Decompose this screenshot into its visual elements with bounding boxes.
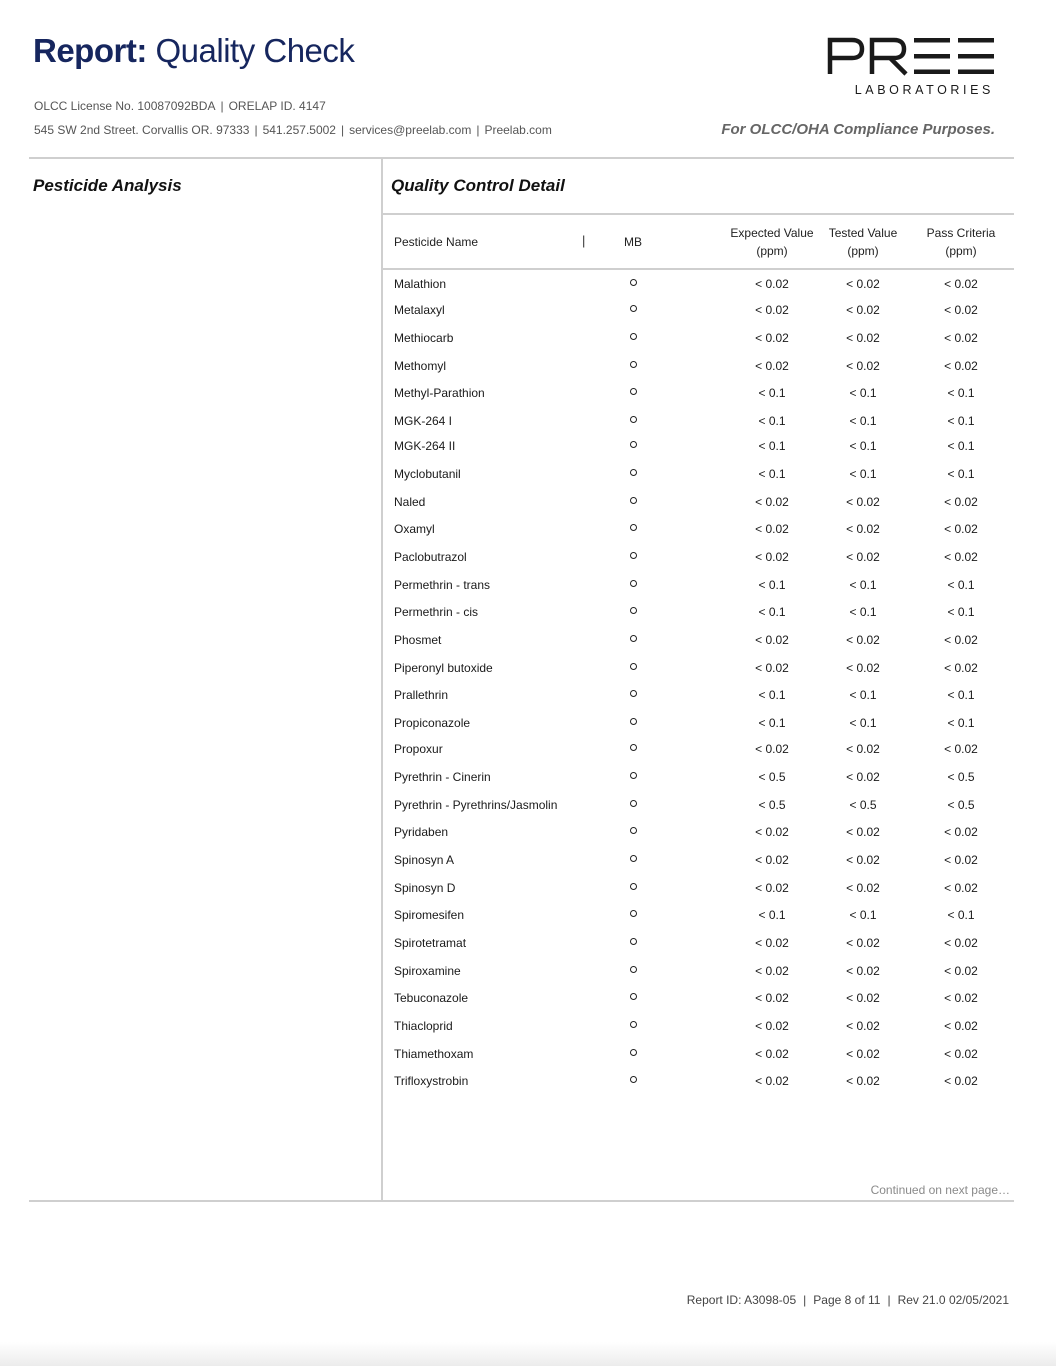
column-divider: [381, 159, 383, 1201]
pesticide-name: Methyl-Parathion: [394, 386, 485, 400]
expected-value: < 0.02: [755, 661, 789, 675]
table-row: [394, 603, 1004, 623]
pass-criteria: < 0.02: [944, 331, 978, 345]
tested-value: < 0.02: [846, 1074, 880, 1088]
table-row: [394, 659, 1004, 679]
tested-value: < 0.1: [849, 908, 877, 922]
table-row: [394, 465, 1004, 485]
pass-criteria: < 0.02: [944, 1047, 978, 1061]
continued-note: Continued on next page…: [870, 1183, 1010, 1197]
license-number: OLCC License No. 10087092BDA: [34, 99, 216, 113]
pass-criteria: < 0.1: [947, 605, 975, 619]
table-row: [394, 275, 1004, 295]
pesticide-name: Piperonyl butoxide: [394, 661, 493, 675]
mb-circle-icon: [630, 497, 637, 504]
pesticide-name: Spinosyn A: [394, 853, 455, 867]
pesticide-name: Oxamyl: [394, 522, 435, 536]
mb-circle-icon: [630, 580, 637, 587]
tested-value: < 0.02: [846, 853, 880, 867]
pesticide-name: MGK-264 II: [394, 439, 456, 453]
column-header-divider: |: [582, 233, 586, 248]
pass-criteria: < 0.02: [944, 825, 978, 839]
table-row: [394, 384, 1004, 404]
pesticide-name: Propoxur: [394, 742, 443, 756]
table-row: [394, 1017, 1004, 1037]
mb-circle-icon: [630, 1076, 637, 1083]
pesticide-name: Permethrin - trans: [394, 578, 491, 592]
pass-criteria: < 0.1: [947, 414, 975, 428]
pass-criteria: < 0.5: [947, 770, 975, 784]
mb-circle-icon: [630, 827, 637, 834]
pass-criteria: < 0.1: [947, 439, 975, 453]
expected-value: < 0.02: [755, 742, 789, 756]
pass-criteria: < 0.02: [944, 633, 978, 647]
page-number: Page 8 of 11: [813, 1293, 881, 1307]
table-row: [394, 851, 1004, 871]
mb-circle-icon: [630, 469, 637, 476]
table-top-rule: [383, 213, 1014, 215]
pass-criteria: < 0.02: [944, 661, 978, 675]
tested-value: < 0.02: [846, 991, 880, 1005]
separator: |: [803, 1293, 807, 1307]
expected-value: < 0.02: [755, 881, 789, 895]
mb-circle-icon: [630, 441, 637, 448]
pesticide-name: Paclobutrazol: [394, 550, 467, 564]
table-row: [394, 934, 1004, 954]
mb-circle-icon: [630, 772, 637, 779]
expected-value: < 0.02: [755, 991, 789, 1005]
table-row: [394, 823, 1004, 843]
pesticide-name: Propiconazole: [394, 716, 471, 730]
pesticide-name: Pyridaben: [394, 825, 449, 839]
report-id: Report ID: A3098-05: [686, 1293, 797, 1307]
pesticide-name: Myclobutanil: [394, 467, 461, 481]
table-row: [394, 631, 1004, 651]
separator: |: [887, 1293, 891, 1307]
table-row: [394, 879, 1004, 899]
tested-value: < 0.1: [849, 578, 877, 592]
mb-circle-icon: [630, 938, 637, 945]
expected-value: < 0.1: [758, 578, 786, 592]
expected-value: < 0.02: [755, 550, 789, 564]
pesticide-name: Pyrethrin - Pyrethrins/Jasmolin: [394, 798, 558, 812]
tested-value: < 0.1: [849, 414, 877, 428]
pass-criteria: < 0.02: [944, 359, 978, 373]
website-link[interactable]: Preelab.com: [484, 123, 552, 137]
pesticide-name: Permethrin - cis: [394, 605, 479, 619]
pass-criteria: < 0.02: [944, 991, 978, 1005]
table-row: [394, 796, 1004, 816]
mb-circle-icon: [630, 388, 637, 395]
table-row: [394, 768, 1004, 788]
pass-criteria: < 0.1: [947, 716, 975, 730]
mb-circle-icon: [630, 663, 637, 670]
page-footer: [687, 1293, 1009, 1307]
pesticide-name: Prallethrin: [394, 688, 449, 702]
table-row: [394, 412, 1004, 432]
column-header-tested-line2: (ppm): [847, 244, 879, 258]
pass-criteria: < 0.02: [944, 1074, 978, 1088]
pass-criteria: < 0.02: [944, 853, 978, 867]
expected-value: < 0.1: [758, 688, 786, 702]
expected-value: < 0.02: [755, 495, 789, 509]
expected-value: < 0.02: [755, 936, 789, 950]
expected-value: < 0.02: [755, 853, 789, 867]
tested-value: < 0.1: [849, 386, 877, 400]
mb-circle-icon: [630, 910, 637, 917]
expected-value: < 0.1: [758, 414, 786, 428]
column-header-mb: MB: [624, 235, 642, 249]
expected-value: < 0.02: [755, 522, 789, 536]
bottom-divider: [29, 1200, 1014, 1202]
pass-criteria: < 0.02: [944, 936, 978, 950]
tested-value: < 0.02: [846, 522, 880, 536]
tested-value: < 0.02: [846, 550, 880, 564]
pesticide-name: Spinosyn D: [394, 881, 456, 895]
tested-value: < 0.02: [846, 964, 880, 978]
revision: Rev 21.0 02/05/2021: [897, 1293, 1009, 1307]
mb-circle-icon: [630, 883, 637, 890]
tested-value: < 0.02: [846, 936, 880, 950]
tested-value: < 0.02: [846, 277, 880, 291]
expected-value: < 0.5: [758, 770, 786, 784]
report-title-rest: Quality Check: [155, 32, 355, 69]
phone: 541.257.5002: [262, 123, 336, 137]
table-row: [394, 1072, 1004, 1092]
column-header-criteria-line1: Pass Criteria: [926, 226, 996, 240]
table-row: [394, 714, 1004, 734]
tested-value: < 0.1: [849, 688, 877, 702]
table-row: [394, 493, 1004, 513]
mb-circle-icon: [630, 416, 637, 423]
table-row: [394, 301, 1004, 321]
mb-circle-icon: [630, 993, 637, 1000]
expected-value: < 0.02: [755, 303, 789, 317]
pesticide-name: Methomyl: [394, 359, 447, 373]
pass-criteria: < 0.1: [947, 908, 975, 922]
pesticide-name: Malathion: [394, 277, 447, 291]
pree-laboratories-logo: [826, 36, 996, 98]
tested-value: < 0.02: [846, 303, 880, 317]
mb-circle-icon: [630, 1021, 637, 1028]
mb-circle-icon: [630, 607, 637, 614]
table-row: [394, 576, 1004, 596]
expected-value: < 0.1: [758, 439, 786, 453]
pesticide-name: Pyrethrin - Cinerin: [394, 770, 491, 784]
expected-value: < 0.5: [758, 798, 786, 812]
mb-circle-icon: [630, 744, 637, 751]
orelap-id: ORELAP ID. 4147: [228, 99, 326, 113]
table-row: [394, 1045, 1004, 1065]
pass-criteria: < 0.02: [944, 303, 978, 317]
table-row: [394, 989, 1004, 1009]
table-header-rule: [383, 268, 1014, 270]
separator: |: [220, 99, 224, 113]
pesticide-name: Spirotetramat: [394, 936, 467, 950]
mb-circle-icon: [630, 333, 637, 340]
pass-criteria: < 0.1: [947, 386, 975, 400]
mb-circle-icon: [630, 305, 637, 312]
mb-circle-icon: [630, 635, 637, 642]
pesticide-name: Trifloxystrobin: [394, 1074, 469, 1088]
pass-criteria: < 0.02: [944, 522, 978, 536]
tested-value: < 0.1: [849, 605, 877, 619]
section-title-quality-control: Quality Control Detail: [391, 176, 565, 195]
compliance-note: For OLCC/OHA Compliance Purposes.: [721, 121, 995, 138]
table-row: [394, 520, 1004, 540]
pesticide-name: Spiromesifen: [394, 908, 465, 922]
table-row: [394, 686, 1004, 706]
report-title: [33, 32, 354, 70]
column-header-name: Pesticide Name: [394, 235, 479, 249]
expected-value: < 0.1: [758, 386, 786, 400]
column-header-expected-line1: Expected Value: [730, 226, 814, 240]
table-row: [394, 740, 1004, 760]
pesticide-name: Thiamethoxam: [394, 1047, 474, 1061]
table-row: [394, 329, 1004, 349]
expected-value: < 0.02: [755, 331, 789, 345]
address: 545 SW 2nd Street. Corvallis OR. 97333: [34, 123, 250, 137]
column-header-criteria: [911, 224, 1011, 260]
expected-value: < 0.1: [758, 716, 786, 730]
expected-value: < 0.1: [758, 908, 786, 922]
expected-value: < 0.02: [755, 825, 789, 839]
mb-circle-icon: [630, 279, 637, 286]
pass-criteria: < 0.02: [944, 1019, 978, 1033]
column-header-expected-line2: (ppm): [756, 244, 788, 258]
separator: |: [476, 123, 480, 137]
pesticide-name: Naled: [394, 495, 426, 509]
tested-value: < 0.02: [846, 359, 880, 373]
mb-circle-icon: [630, 690, 637, 697]
pass-criteria: < 0.02: [944, 550, 978, 564]
tested-value: < 0.02: [846, 881, 880, 895]
pesticide-name: MGK-264 I: [394, 414, 453, 428]
mb-circle-icon: [630, 855, 637, 862]
table-row: [394, 437, 1004, 457]
pass-criteria: < 0.5: [947, 798, 975, 812]
mb-circle-icon: [630, 718, 637, 725]
mb-circle-icon: [630, 524, 637, 531]
pass-criteria: < 0.02: [944, 277, 978, 291]
column-header-tested: [813, 224, 913, 260]
pesticide-name: Phosmet: [394, 633, 442, 647]
email-link[interactable]: services@preelab.com: [349, 123, 472, 137]
tested-value: < 0.02: [846, 770, 880, 784]
tested-value: < 0.02: [846, 742, 880, 756]
expected-value: < 0.02: [755, 1074, 789, 1088]
separator: |: [254, 123, 258, 137]
tested-value: < 0.02: [846, 495, 880, 509]
pree-logo-mark: [826, 36, 996, 76]
section-title-pesticide-analysis: Pesticide Analysis: [33, 176, 182, 195]
pass-criteria: < 0.02: [944, 742, 978, 756]
page-bottom-shade: [0, 1342, 1056, 1366]
table-row: [394, 962, 1004, 982]
pass-criteria: < 0.02: [944, 495, 978, 509]
pesticide-name: Methiocarb: [394, 331, 454, 345]
expected-value: < 0.02: [755, 964, 789, 978]
pass-criteria: < 0.02: [944, 881, 978, 895]
header-divider: [29, 157, 1014, 159]
pass-criteria: < 0.02: [944, 964, 978, 978]
tested-value: < 0.5: [849, 798, 877, 812]
logo-subtitle: LABORATORIES: [854, 83, 994, 97]
pass-criteria: < 0.1: [947, 688, 975, 702]
table-row: [394, 906, 1004, 926]
expected-value: < 0.02: [755, 359, 789, 373]
mb-circle-icon: [630, 800, 637, 807]
pesticide-name: Spiroxamine: [394, 964, 461, 978]
expected-value: < 0.02: [755, 277, 789, 291]
tested-value: < 0.02: [846, 633, 880, 647]
column-header-criteria-line2: (ppm): [945, 244, 977, 258]
tested-value: < 0.02: [846, 331, 880, 345]
tested-value: < 0.02: [846, 1019, 880, 1033]
table-row: [394, 357, 1004, 377]
tested-value: < 0.1: [849, 716, 877, 730]
tested-value: < 0.1: [849, 439, 877, 453]
mb-circle-icon: [630, 1049, 637, 1056]
mb-circle-icon: [630, 966, 637, 973]
tested-value: < 0.02: [846, 825, 880, 839]
pesticide-name: Thiacloprid: [394, 1019, 453, 1033]
license-line: [34, 99, 326, 113]
expected-value: < 0.02: [755, 1019, 789, 1033]
address-line: [34, 123, 552, 137]
expected-value: < 0.1: [758, 605, 786, 619]
column-header-tested-line1: Tested Value: [828, 226, 898, 240]
pass-criteria: < 0.1: [947, 467, 975, 481]
pass-criteria: < 0.1: [947, 578, 975, 592]
separator: |: [340, 123, 345, 137]
tested-value: < 0.1: [849, 467, 877, 481]
expected-value: < 0.02: [755, 633, 789, 647]
mb-circle-icon: [630, 361, 637, 368]
table-row: [394, 548, 1004, 568]
expected-value: < 0.1: [758, 467, 786, 481]
expected-value: < 0.02: [755, 1047, 789, 1061]
report-title-bold: Report:: [33, 32, 147, 69]
tested-value: < 0.02: [846, 661, 880, 675]
pesticide-name: Tebuconazole: [394, 991, 469, 1005]
mb-circle-icon: [630, 552, 637, 559]
tested-value: < 0.02: [846, 1047, 880, 1061]
pesticide-name: Metalaxyl: [394, 303, 445, 317]
column-header-expected: [722, 224, 822, 260]
